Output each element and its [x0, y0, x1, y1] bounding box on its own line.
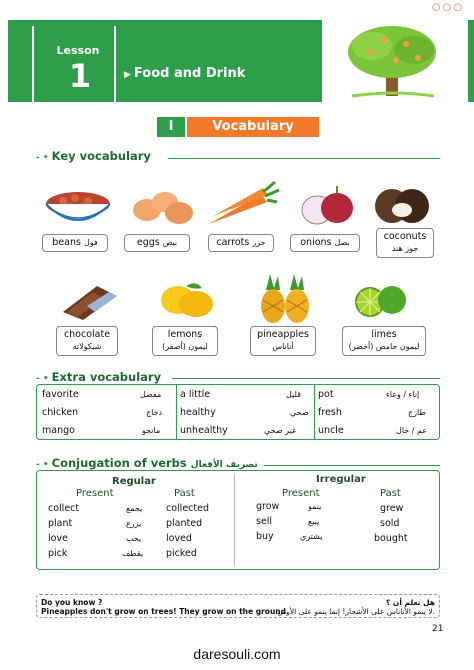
section-title: Vocabulary — [187, 117, 319, 137]
chocolate-image — [56, 282, 122, 320]
eggs-icon — [127, 186, 197, 228]
extra-word-ar: إناء / وعاء — [386, 390, 420, 399]
vocab-label-coconuts: coconuts جوز هند — [376, 228, 434, 258]
table-column-divider — [314, 384, 315, 440]
verb-present: pick — [48, 548, 68, 559]
extra-word: fresh — [318, 407, 342, 418]
extra-word: favorite — [42, 389, 79, 400]
extra-word: pot — [318, 389, 334, 400]
vocab-label-eggs: eggs بيض — [124, 234, 190, 252]
verb-ar: يبيع — [308, 517, 320, 526]
key-vocab-heading: - • Key vocabulary — [36, 149, 151, 163]
verb-present: collect — [48, 503, 80, 514]
regular-label: Regular — [112, 476, 156, 487]
verb-ar: يقطف — [122, 549, 144, 558]
verb-present: plant — [48, 518, 73, 529]
table-column-divider — [176, 384, 177, 440]
corner-dots: ○○○ — [431, 2, 464, 13]
lesson-word: Lesson — [56, 44, 100, 57]
coconuts-image — [372, 184, 432, 228]
vocab-label-carrots: carrots جزر — [208, 234, 274, 252]
extra-word: chicken — [42, 407, 79, 418]
verb-ar: يحب — [126, 534, 142, 543]
extra-word: healthy — [180, 407, 216, 418]
onions-image — [294, 184, 358, 228]
chocolate-icon — [57, 282, 121, 320]
conjugation-divider — [234, 474, 235, 566]
verb-present: love — [48, 533, 68, 544]
limes-icon — [350, 280, 412, 320]
extra-word-ar: دجاج — [146, 408, 163, 417]
extra-word-ar: مفضل — [140, 390, 162, 399]
site-name: daresouli.com — [193, 646, 281, 662]
lesson-number: 1 — [68, 57, 92, 95]
divider — [168, 158, 440, 159]
vocab-label-pineapples: pineapples أناناس — [250, 326, 316, 356]
pineapples-icon — [254, 272, 316, 324]
page-number: 21 — [432, 624, 444, 634]
extra-vocab-table — [36, 384, 440, 440]
onions-icon — [295, 184, 357, 228]
pineapples-image — [254, 272, 316, 324]
dyk-label-ar: هل تعلم أن ؟ — [385, 598, 435, 607]
divider — [172, 378, 440, 379]
vocab-label-beans: beans فول — [42, 234, 108, 252]
tree-illustration — [322, 20, 468, 102]
verb-present: grow — [256, 501, 280, 512]
extra-word: mango — [42, 425, 75, 436]
divider — [264, 465, 440, 466]
conjugation-heading: - • Conjugation of verbs تصريف الأفعال — [36, 456, 258, 470]
extra-word: uncle — [318, 425, 344, 436]
beans-bowl-icon — [43, 186, 113, 228]
extra-word-ar: صحي — [290, 408, 309, 417]
verb-ar: ينمو — [308, 502, 322, 511]
lemons-icon — [156, 278, 218, 320]
present-label: Present — [76, 488, 114, 499]
irregular-label: Irregular — [316, 474, 366, 485]
verb-past: collected — [166, 503, 209, 514]
verb-past: sold — [380, 518, 400, 529]
past-label: Past — [380, 488, 401, 499]
dash-marker-icon: - • — [36, 460, 49, 470]
extra-word: unhealthy — [180, 425, 228, 436]
verb-ar: يزرع — [126, 519, 142, 528]
lesson-title-row — [124, 66, 245, 81]
did-you-know-box — [36, 594, 440, 618]
verb-present: buy — [256, 531, 274, 542]
vocab-label-chocolate: chocolate شيكولاته — [56, 326, 118, 356]
verb-present: sell — [256, 516, 273, 527]
dyk-text: Pineapples don't grow on trees! They grow on the ground. — [41, 607, 289, 616]
coconuts-icon — [372, 184, 432, 228]
extra-word-ar: قليل — [286, 390, 301, 399]
vocab-label-lemons: lemons ليمون (أصفر) — [152, 326, 218, 356]
extra-word-ar: غير صحي — [264, 426, 297, 435]
section-number: I — [157, 117, 185, 137]
verb-past: planted — [166, 518, 203, 529]
past-label: Past — [174, 488, 195, 499]
verb-ar: يشتري — [300, 532, 323, 541]
verb-past: loved — [166, 533, 192, 544]
dash-marker-icon: - • — [36, 153, 49, 163]
lesson-title: Food and Drink — [133, 66, 246, 81]
verb-past: bought — [374, 533, 408, 544]
dyk-text-ar: لا ينمو الأناناس على الأشجار! إنما ينمو على الأرض. — [277, 607, 435, 616]
vocab-label-limes: limes ليمون حامض (أخضر) — [342, 326, 426, 356]
carrots-icon — [205, 180, 281, 228]
tree-icon — [322, 20, 468, 102]
extra-vocab-heading: - • Extra vocabulary — [36, 370, 162, 384]
carrots-image — [204, 180, 282, 228]
lemons-image — [156, 278, 218, 320]
limes-image — [350, 280, 412, 320]
verb-ar: يجمع — [126, 504, 143, 513]
beans-image — [42, 186, 114, 228]
eggs-image — [126, 186, 198, 228]
extra-word: a little — [180, 389, 211, 400]
play-arrow-icon: ▶ — [124, 70, 131, 80]
verb-past: grew — [380, 503, 404, 514]
extra-word-ar: طازج — [408, 408, 426, 417]
dyk-label: Do you know ? — [41, 598, 103, 607]
dash-marker-icon: - • — [36, 374, 49, 384]
extra-word-ar: مانجو — [142, 426, 161, 435]
extra-word-ar: عم / خال — [396, 426, 428, 435]
present-label: Present — [282, 488, 320, 499]
verb-past: picked — [166, 548, 197, 559]
vocab-label-onions: onions بصل — [290, 234, 360, 252]
